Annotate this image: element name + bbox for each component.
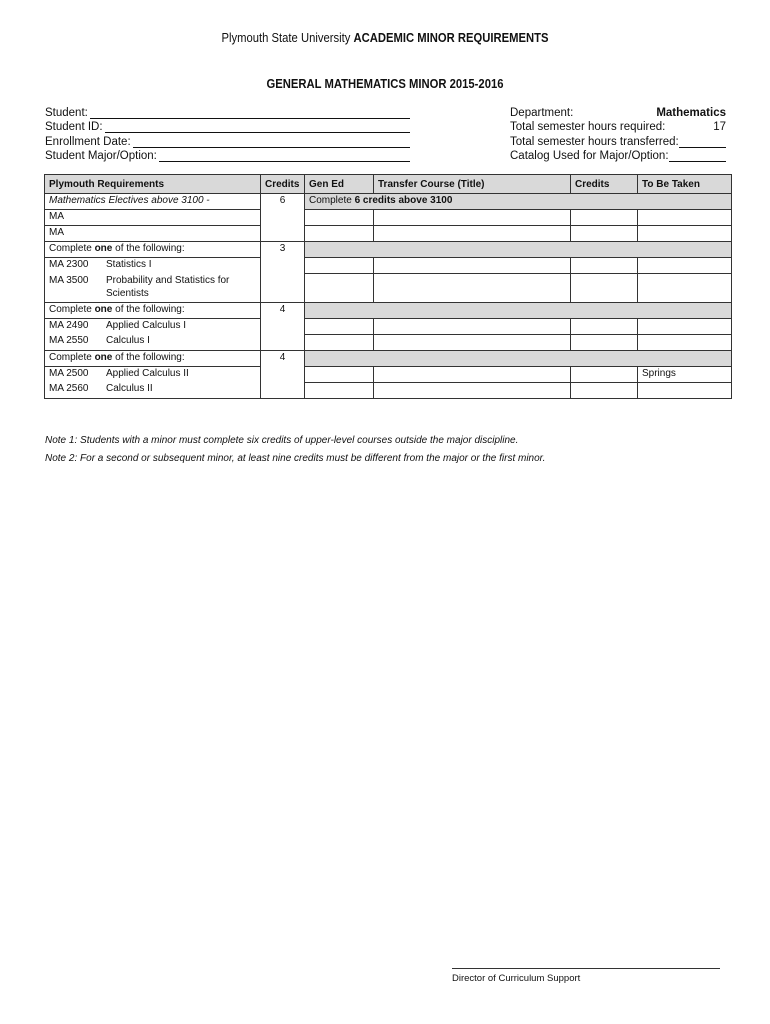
transfer-credits-cell[interactable] (571, 210, 638, 226)
note-2: Note 2: For a second or subsequent minor, at least nine credits must be different from the major or the first minor. (45, 453, 546, 464)
hours-required-row (510, 119, 726, 134)
to-be-taken-cell[interactable] (638, 226, 732, 242)
course-name: Probability and Statistics for Scientists (106, 274, 230, 299)
course-name: Calculus II (106, 383, 153, 394)
to-be-taken-cell[interactable] (638, 382, 732, 398)
group3-course-2 (45, 382, 261, 398)
course-name: Applied Calculus II (106, 367, 189, 379)
gen-ed-cell[interactable] (305, 334, 374, 350)
transfer-credits-cell[interactable] (571, 382, 638, 398)
electives-credits: 6 (261, 194, 305, 242)
table-row (45, 274, 732, 303)
group1-pre: Complete (49, 243, 95, 254)
student-name-field[interactable] (90, 107, 410, 119)
to-be-taken-cell[interactable] (638, 274, 732, 303)
student-id-row (45, 119, 410, 134)
note-1: Note 1: Students with a minor must complete six credits of upper-level courses outside the major discipline. (45, 435, 519, 446)
major-option-row (45, 148, 410, 163)
table-row (45, 334, 732, 350)
table-row (45, 242, 732, 258)
group1-course-2 (45, 274, 261, 303)
transfer-course-cell[interactable] (374, 382, 571, 398)
course-name: Calculus I (106, 335, 150, 346)
student-name-label: Student: (45, 106, 88, 119)
group2-post: of the following: (112, 303, 185, 315)
gen-ed-cell[interactable] (305, 226, 374, 242)
transfer-course-cell[interactable] (374, 334, 571, 350)
electives-title: Mathematics Electives above 3100 - (45, 194, 261, 210)
catalog-label: Catalog Used for Major/Option: (510, 150, 669, 162)
student-id-field[interactable] (105, 121, 410, 133)
document-type: ACADEMIC MINOR REQUIREMENTS (353, 31, 549, 45)
signature-label: Director of Curriculum Support (452, 973, 581, 984)
elective-row-1: MA (45, 210, 261, 226)
gen-ed-cell[interactable] (305, 258, 374, 274)
department-row (510, 104, 726, 119)
hours-required-value: 17 (713, 121, 726, 133)
table-row (45, 302, 732, 318)
table-row (45, 210, 732, 226)
major-option-field[interactable] (159, 150, 410, 162)
group2-credits: 4 (261, 302, 305, 350)
course-code: MA 2560 (49, 383, 89, 394)
transfer-course-cell[interactable] (374, 318, 571, 334)
header-requirements: Plymouth Requirements (45, 175, 261, 194)
group1-heading (45, 242, 261, 258)
course-code: MA 2550 (49, 335, 89, 346)
gen-ed-cell[interactable] (305, 210, 374, 226)
header-gen-ed: Gen Ed (305, 175, 374, 194)
program-info-block (510, 104, 726, 162)
group1-shade (305, 242, 732, 258)
electives-note (305, 194, 732, 210)
table-row (45, 226, 732, 242)
table-row (45, 350, 732, 366)
transfer-credits-cell[interactable] (571, 226, 638, 242)
table-row (45, 194, 732, 210)
transfer-credits-cell[interactable] (571, 366, 638, 382)
group3-bold: one (94, 351, 113, 363)
hours-transferred-label: Total semester hours transferred: (510, 135, 679, 148)
gen-ed-cell[interactable] (305, 318, 374, 334)
header-transfer-course: Transfer Course (Title) (374, 175, 571, 194)
electives-note-prefix: Complete (309, 195, 355, 206)
group3-course-1 (45, 366, 261, 382)
table-row (45, 258, 732, 274)
catalog-field[interactable] (669, 151, 726, 162)
course-code: MA 2500 (49, 367, 89, 379)
group3-pre: Complete (49, 351, 95, 363)
enrollment-date-row (45, 133, 410, 148)
course-name: Applied Calculus I (106, 319, 187, 331)
student-name-row (45, 104, 410, 119)
table-row (45, 382, 732, 398)
gen-ed-cell[interactable] (305, 366, 374, 382)
transfer-course-cell[interactable] (374, 274, 571, 303)
to-be-taken-springs: Springs (638, 366, 732, 382)
course-name: Statistics I (106, 259, 152, 270)
transfer-credits-cell[interactable] (571, 274, 638, 303)
department-value: Mathematics (656, 106, 726, 119)
transfer-credits-cell[interactable] (571, 318, 638, 334)
group2-course-2 (45, 334, 261, 350)
header-credits: Credits (261, 175, 305, 194)
to-be-taken-cell[interactable] (638, 258, 732, 274)
group1-post: of the following: (112, 243, 185, 254)
student-id-label: Student ID: (45, 121, 103, 133)
signature-line[interactable] (452, 968, 720, 984)
group2-shade (305, 302, 732, 318)
program-title: GENERAL MATHEMATICS MINOR 2015-2016 (266, 77, 504, 91)
transfer-course-cell[interactable] (374, 226, 571, 242)
major-option-label: Student Major/Option: (45, 150, 157, 162)
transfer-credits-cell[interactable] (571, 334, 638, 350)
group2-pre: Complete (49, 303, 95, 315)
group1-credits: 3 (261, 242, 305, 303)
group3-post: of the following: (112, 351, 185, 363)
student-info-block (45, 104, 410, 162)
to-be-taken-cell[interactable] (638, 334, 732, 350)
course-code: MA 2300 (49, 259, 89, 270)
gen-ed-cell[interactable] (305, 274, 374, 303)
enrollment-date-label: Enrollment Date: (45, 135, 131, 148)
group3-shade (305, 350, 732, 366)
group2-course-1 (45, 318, 261, 334)
transfer-course-cell[interactable] (374, 258, 571, 274)
catalog-row (510, 148, 726, 163)
group3-credits: 4 (261, 350, 305, 398)
header-transfer-credits: Credits (571, 175, 638, 194)
department-label: Department: (510, 106, 574, 119)
to-be-taken-cell[interactable] (638, 318, 732, 334)
elective-row-2: MA (45, 226, 261, 242)
header-to-be-taken: To Be Taken (638, 175, 732, 194)
transfer-course-cell[interactable] (374, 366, 571, 382)
requirements-table (44, 174, 732, 399)
group2-heading (45, 302, 261, 318)
hours-required-label: Total semester hours required: (510, 121, 666, 133)
hours-transferred-row (510, 133, 726, 148)
table-row (45, 318, 732, 334)
group1-course-1 (45, 258, 261, 274)
table-header-row (45, 175, 732, 194)
course-code: MA 2490 (49, 319, 89, 331)
group1-bold: one (94, 243, 113, 254)
gen-ed-cell[interactable] (305, 382, 374, 398)
university-name: Plymouth State University (221, 31, 351, 45)
group3-heading (45, 350, 261, 366)
enrollment-date-field[interactable] (133, 136, 410, 148)
transfer-course-cell[interactable] (374, 210, 571, 226)
group2-bold: one (94, 303, 113, 315)
electives-note-bold: 6 credits above 3100 (354, 195, 453, 206)
hours-transferred-field[interactable] (679, 137, 726, 148)
transfer-credits-cell[interactable] (571, 258, 638, 274)
course-code: MA 3500 (49, 274, 89, 286)
notes-block (45, 432, 545, 468)
page-title (39, 31, 732, 45)
table-row (45, 366, 732, 382)
to-be-taken-cell[interactable] (638, 210, 732, 226)
